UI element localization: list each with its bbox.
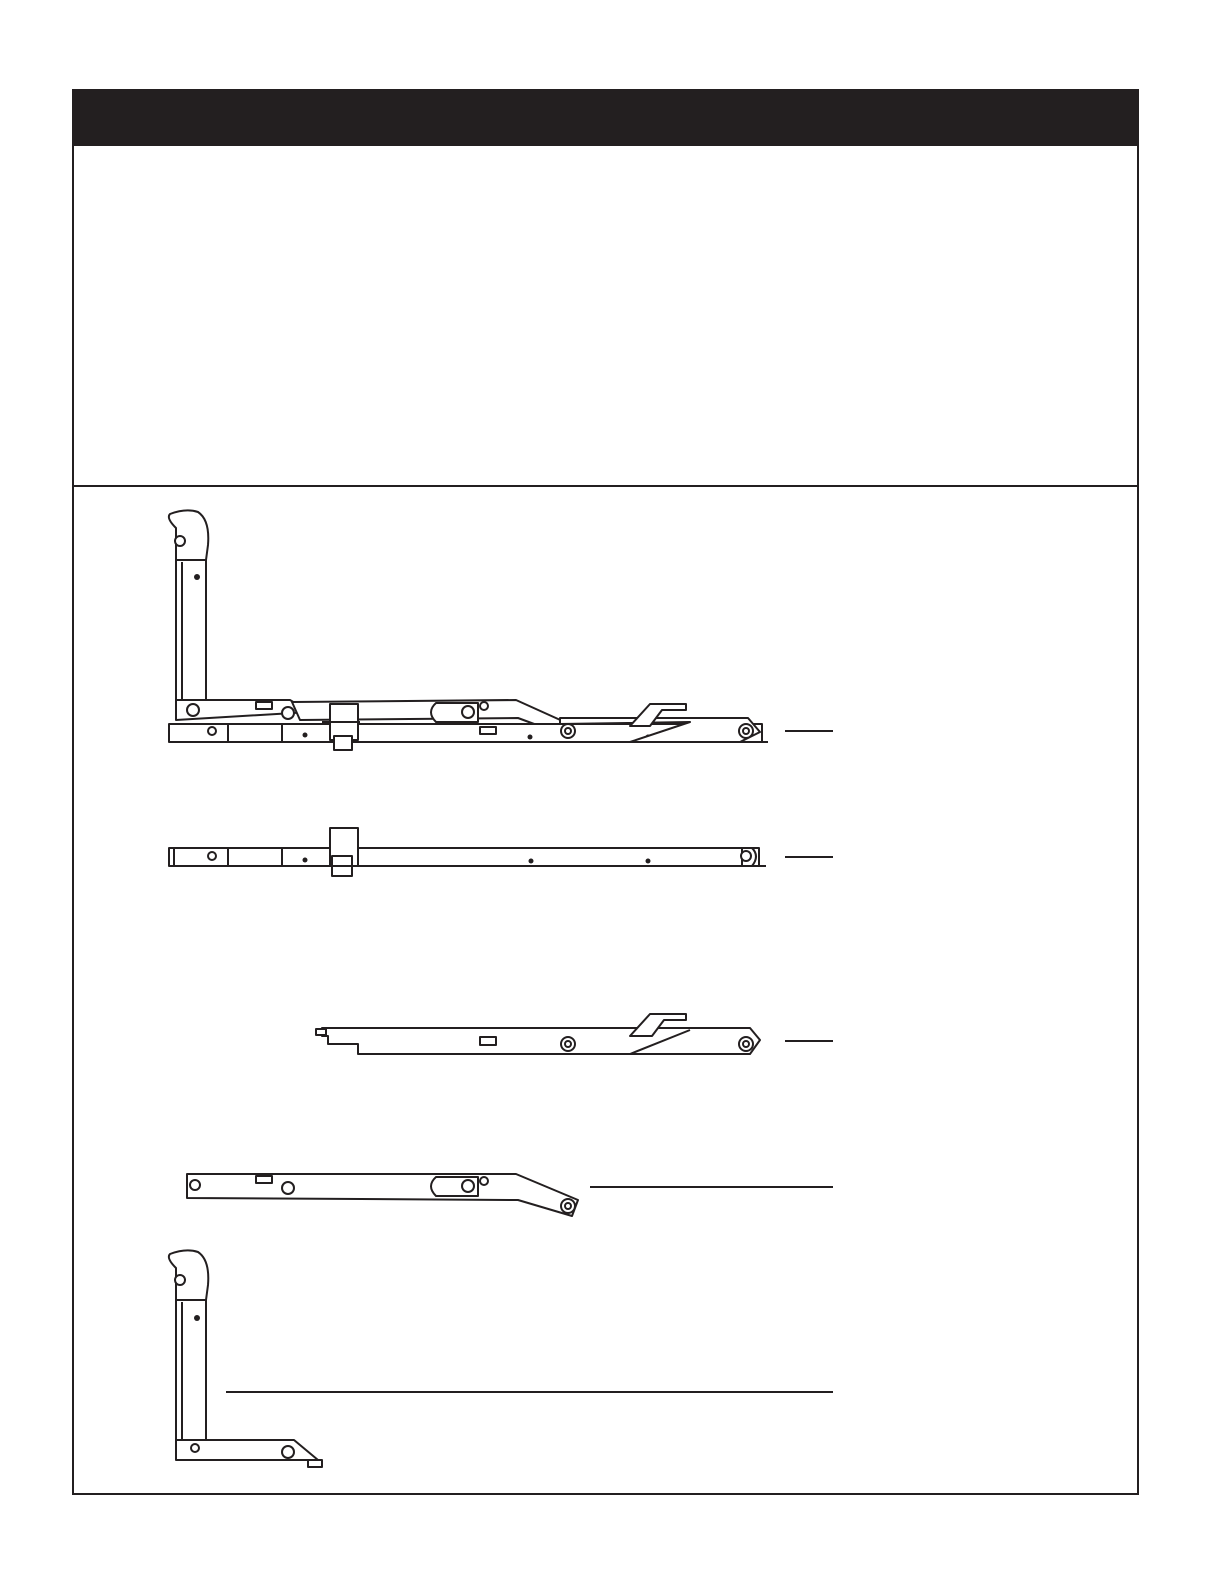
header-bar [74,91,1137,146]
page-frame [72,89,1139,1495]
intro-section [74,146,1137,485]
header-title [74,105,94,132]
section-divider [74,485,1137,487]
